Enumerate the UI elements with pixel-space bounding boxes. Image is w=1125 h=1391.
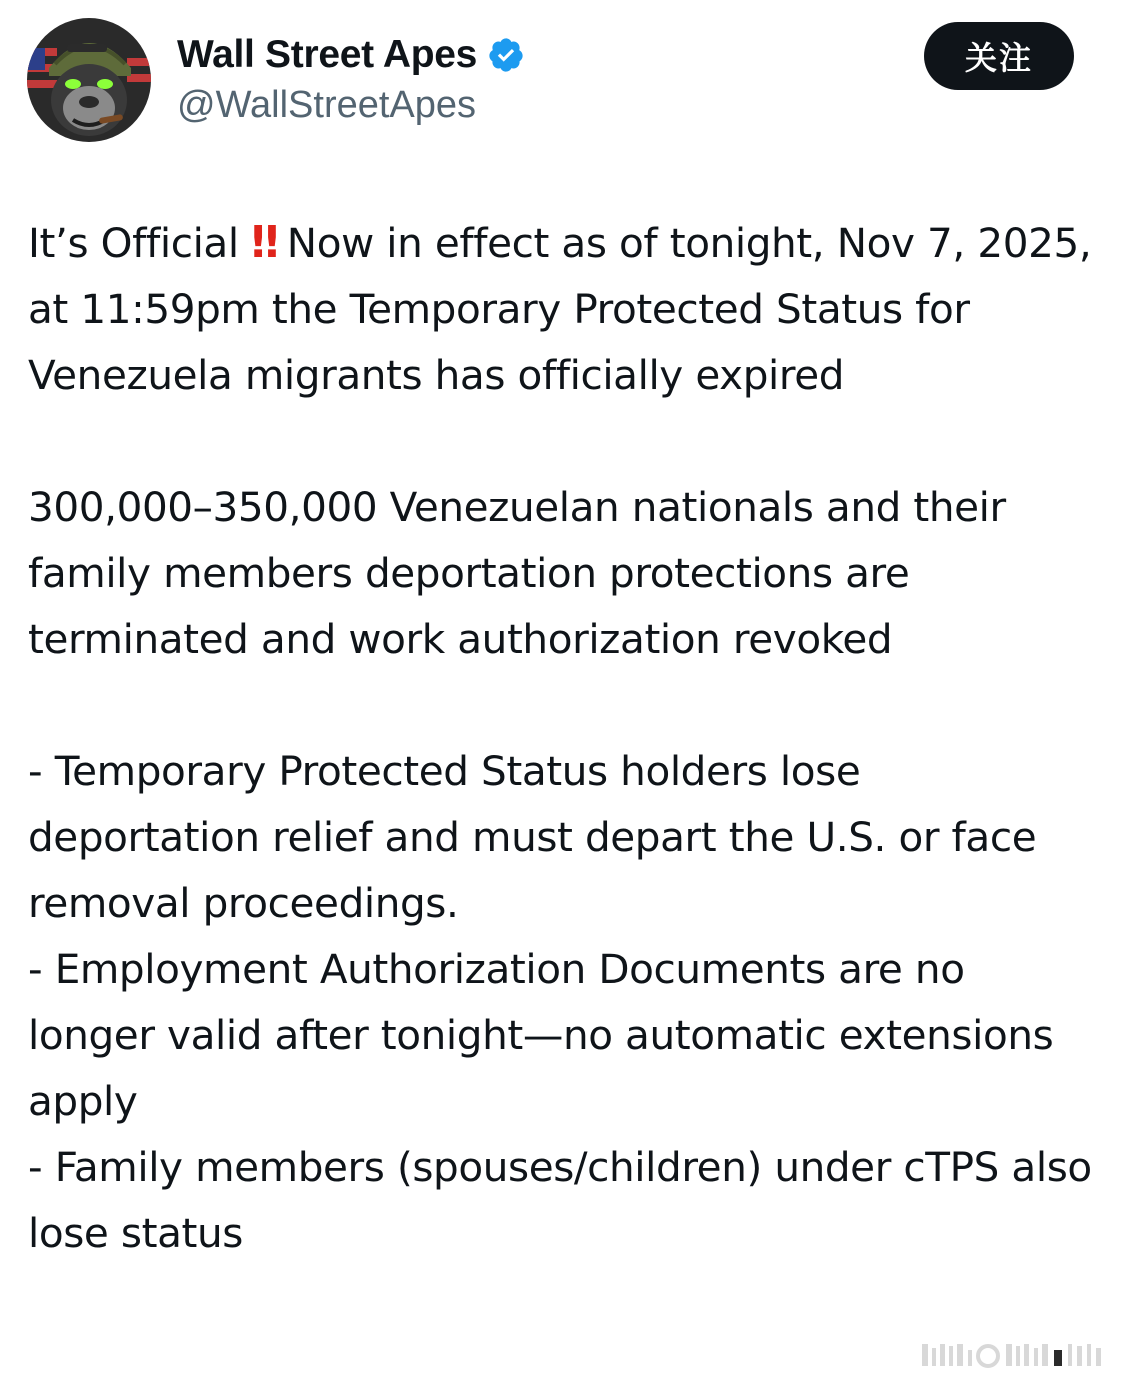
gorilla-soldier-avatar-icon[interactable]: [27, 18, 151, 142]
author-display-name[interactable]: Wall Street Apes: [177, 33, 478, 76]
author-handle[interactable]: @WallStreetApes: [177, 84, 477, 126]
barcode-watermark-icon: [922, 1340, 1104, 1370]
tweet-p1-rest: Now in effect as of tonight, Nov 7, 2025, at 11:59pm the Temporary Protected Status for Venezuela migrants has officially expired: [28, 219, 1104, 399]
tweet-paragraph-1: [28, 210, 1103, 408]
tweet-bullet-1: - Temporary Protected Status holders lose deportation relief and must depart the U.S. or face removal proceedings.: [28, 747, 1049, 927]
tweet-bullet-2: - Employment Authorization Documents are no longer valid after tonight—no automatic extensions apply: [28, 945, 1066, 1125]
tweet-paragraph-2: 300,000–350,000 Venezuelan nationals and their family members deportation protections are terminated and work authorization revoked: [28, 483, 1019, 663]
verified-badge-icon: [487, 36, 525, 74]
paragraph-gap: [28, 408, 1103, 474]
paragraph-gap: [28, 672, 1103, 738]
tweet-p1-lead: It’s Official: [28, 219, 239, 267]
double-exclamation-emoji: ‼: [251, 217, 273, 268]
tweet-header: [0, 0, 1125, 160]
follow-button[interactable]: 关注: [924, 22, 1074, 90]
tweet-text: [28, 210, 1103, 1266]
avatar-image: [27, 18, 151, 142]
tweet-bullet-3: - Family members (spouses/children) under cTPS also lose status: [28, 1143, 1105, 1257]
author-name-row: [177, 32, 525, 78]
